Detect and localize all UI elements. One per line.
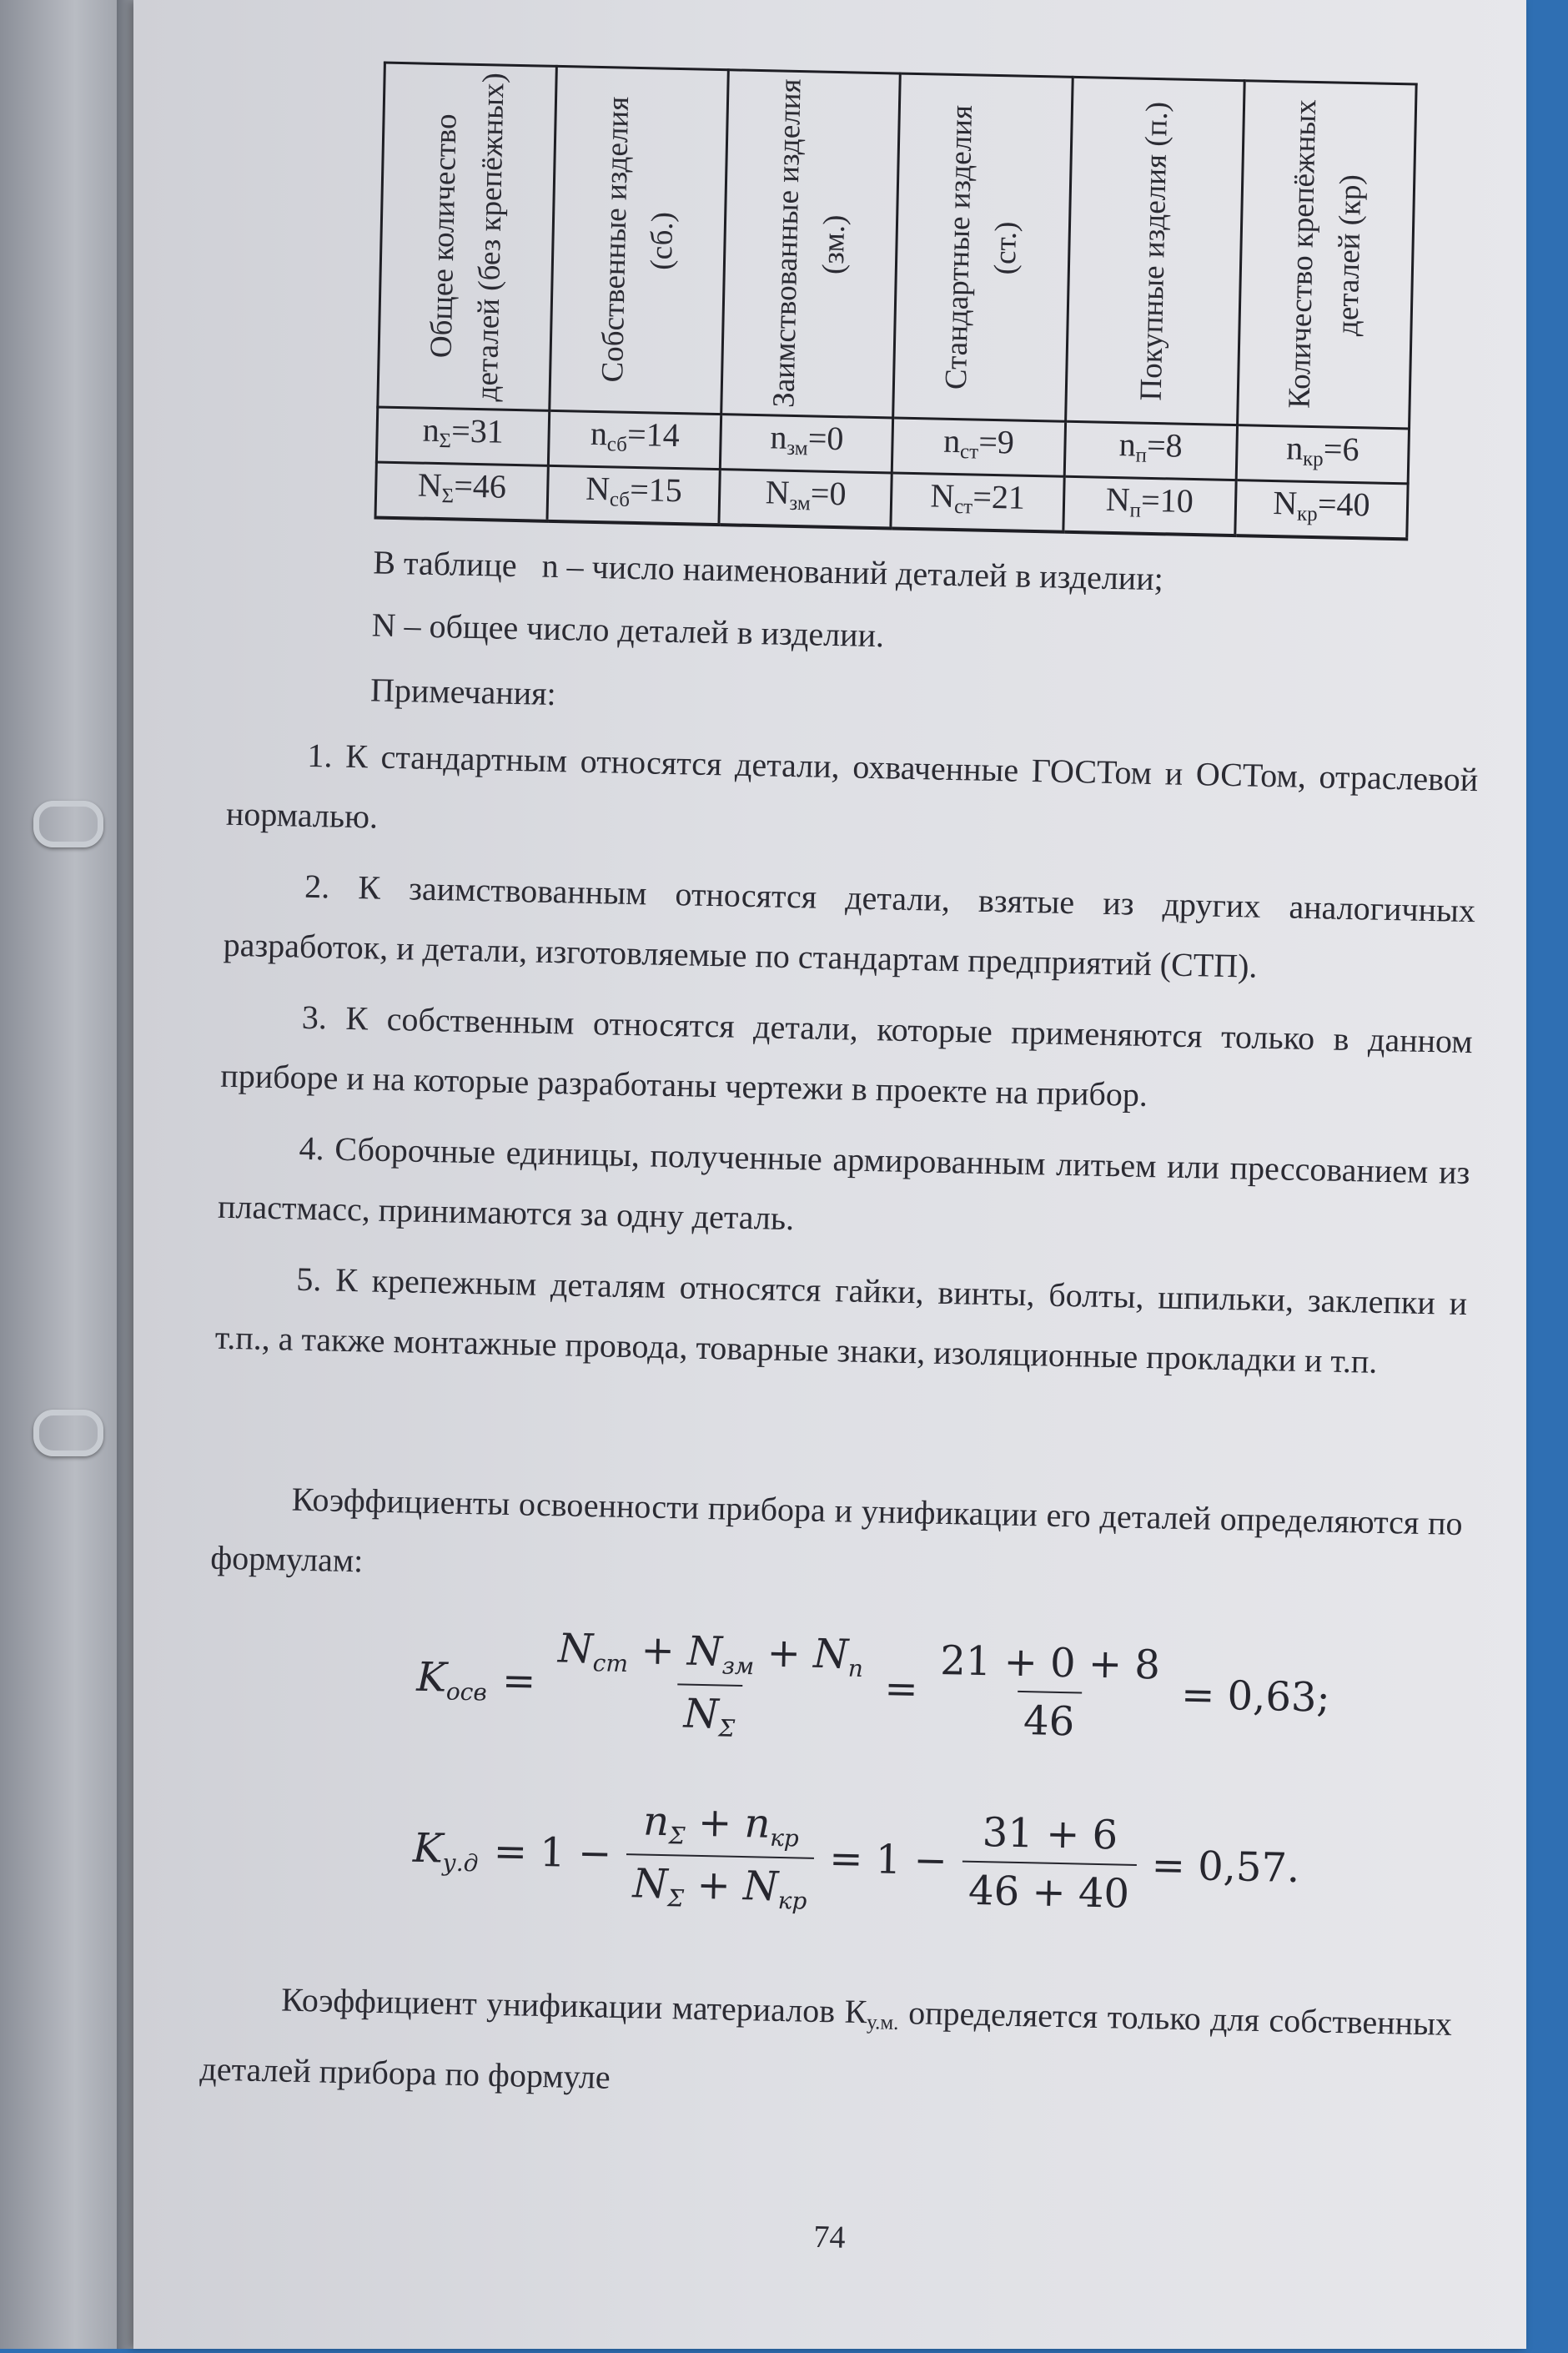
formula-result: = 0,63; <box>1180 1672 1331 1722</box>
fraction-numeric: $\frac{31 + 6}{46 + 40}$ <box>962 1809 1138 1918</box>
note-2: 2. К заимствованным относятся детали, взятые из других аналогичных разработок, и детали, изготовляемые по стандартам предприятий (СТП). <box>223 867 1476 985</box>
table-header-cell: Заимствованные изделия (зм.) <box>721 70 901 418</box>
table-cell: $n_{ст}=9$ <box>892 418 1065 476</box>
formula-kosv: $K_{осв}$ = $\frac{N_{ст} + N_{зм} + N_п}{N_\Sigma}$ = $\frac{21 + 0 + 8}{46}$ = 0,63; <box>415 1622 1331 1755</box>
table-header-row <box>378 63 1416 429</box>
fraction-symbolic: $\frac{N_{ст} + N_{зм} + N_п}{N_\Sigma}$ <box>557 1625 864 1742</box>
document-page <box>133 0 1526 2349</box>
table-header-cell: Количество крепёжных деталей (кр) <box>1237 81 1416 429</box>
binder-ring <box>33 801 103 847</box>
page-content <box>194 58 1493 2353</box>
table-cell: $N_п=10$ <box>1063 476 1236 535</box>
note-5: 5. К крепежным деталям относятся гайки, винты, болты, шпильки, заклепки и т.п., а также монтажные провода, товарные знаки, изоляционные прокладки и т.п. <box>214 1259 1468 1380</box>
legend-line-2: N – общее число деталей в изделии. <box>371 606 885 655</box>
formula-lhs: $K_{осв}$ <box>415 1653 488 1707</box>
table-header-cell: Покупные изделия (п.) <box>1065 77 1244 425</box>
formula-result: = 0,57. <box>1151 1842 1300 1893</box>
table-cell: $N_\Sigma=46$ <box>375 462 549 521</box>
previous-page <box>0 0 125 2349</box>
fraction-numeric: $\frac{21 + 0 + 8}{46}$ <box>939 1637 1161 1746</box>
table-cell: $N_{кр}=40$ <box>1235 480 1409 540</box>
table-cell: $N_{сб}=15$ <box>547 465 721 525</box>
table-header-cell: Собственные изделия (сб.) <box>550 66 729 414</box>
table-cell: $n_\Sigma=31$ <box>376 407 549 465</box>
parts-table <box>374 62 1417 541</box>
table-cell: $n_{кр}=6$ <box>1236 425 1410 484</box>
binder-ring <box>33 1410 103 1456</box>
note-3: 3. К собственным относятся детали, которые применяются только в данном приборе и на которые разработаны чертежи в проекте на прибор. <box>219 998 1474 1114</box>
note-1: 1. К стандартным относятся детали, охваченные ГОСТом и ОСТом, отраслевой нормалью. <box>225 736 1479 836</box>
table-cell: $N_{зм}=0$ <box>719 470 892 529</box>
formulas-intro: Коэффициенты освоенности прибора и унификации его деталей определяются по формулам: <box>209 1480 1464 1580</box>
notes-title: Примечания: <box>369 671 557 713</box>
formula-kud: $K_{у.д}$ = 1 − $\frac{n_\Sigma + n_{кр}}{N_\Sigma + N_{кр}}$ = 1 − $\frac{31 + 6}{46 + 40}$ = 0,57. <box>412 1797 1300 1918</box>
table-cell: $N_{ст}=21$ <box>891 473 1064 532</box>
note-4: 4. Сборочные единицы, полученные армированным литьем или прессованием из пластмасс, принимаются за одну деталь. <box>217 1129 1470 1238</box>
formula-lhs: $K_{у.д}$ <box>412 1824 479 1877</box>
table-header-cell: Стандартные изделия (ст.) <box>893 73 1073 421</box>
fraction-symbolic: $\frac{n_\Sigma + n_{кр}}{N_\Sigma + N_{кр}}$ <box>626 1797 816 1915</box>
table-cell: $n_п=8$ <box>1064 421 1237 480</box>
legend-line-1: В таблице n – число наименований деталей в изделии; <box>372 543 1164 598</box>
material-unification-paragraph: Коэффициент унификации материалов $К_{у.м.}$ определяется только для собственных деталей прибора по формуле <box>199 1980 1453 2096</box>
table-header-cell: Общее количество деталей (без крепёжных) <box>378 63 557 410</box>
table-cell: $n_{зм}=0$ <box>721 415 893 473</box>
page-number: 74 <box>813 2219 846 2255</box>
table-cell: $n_{сб}=14$ <box>549 410 721 469</box>
